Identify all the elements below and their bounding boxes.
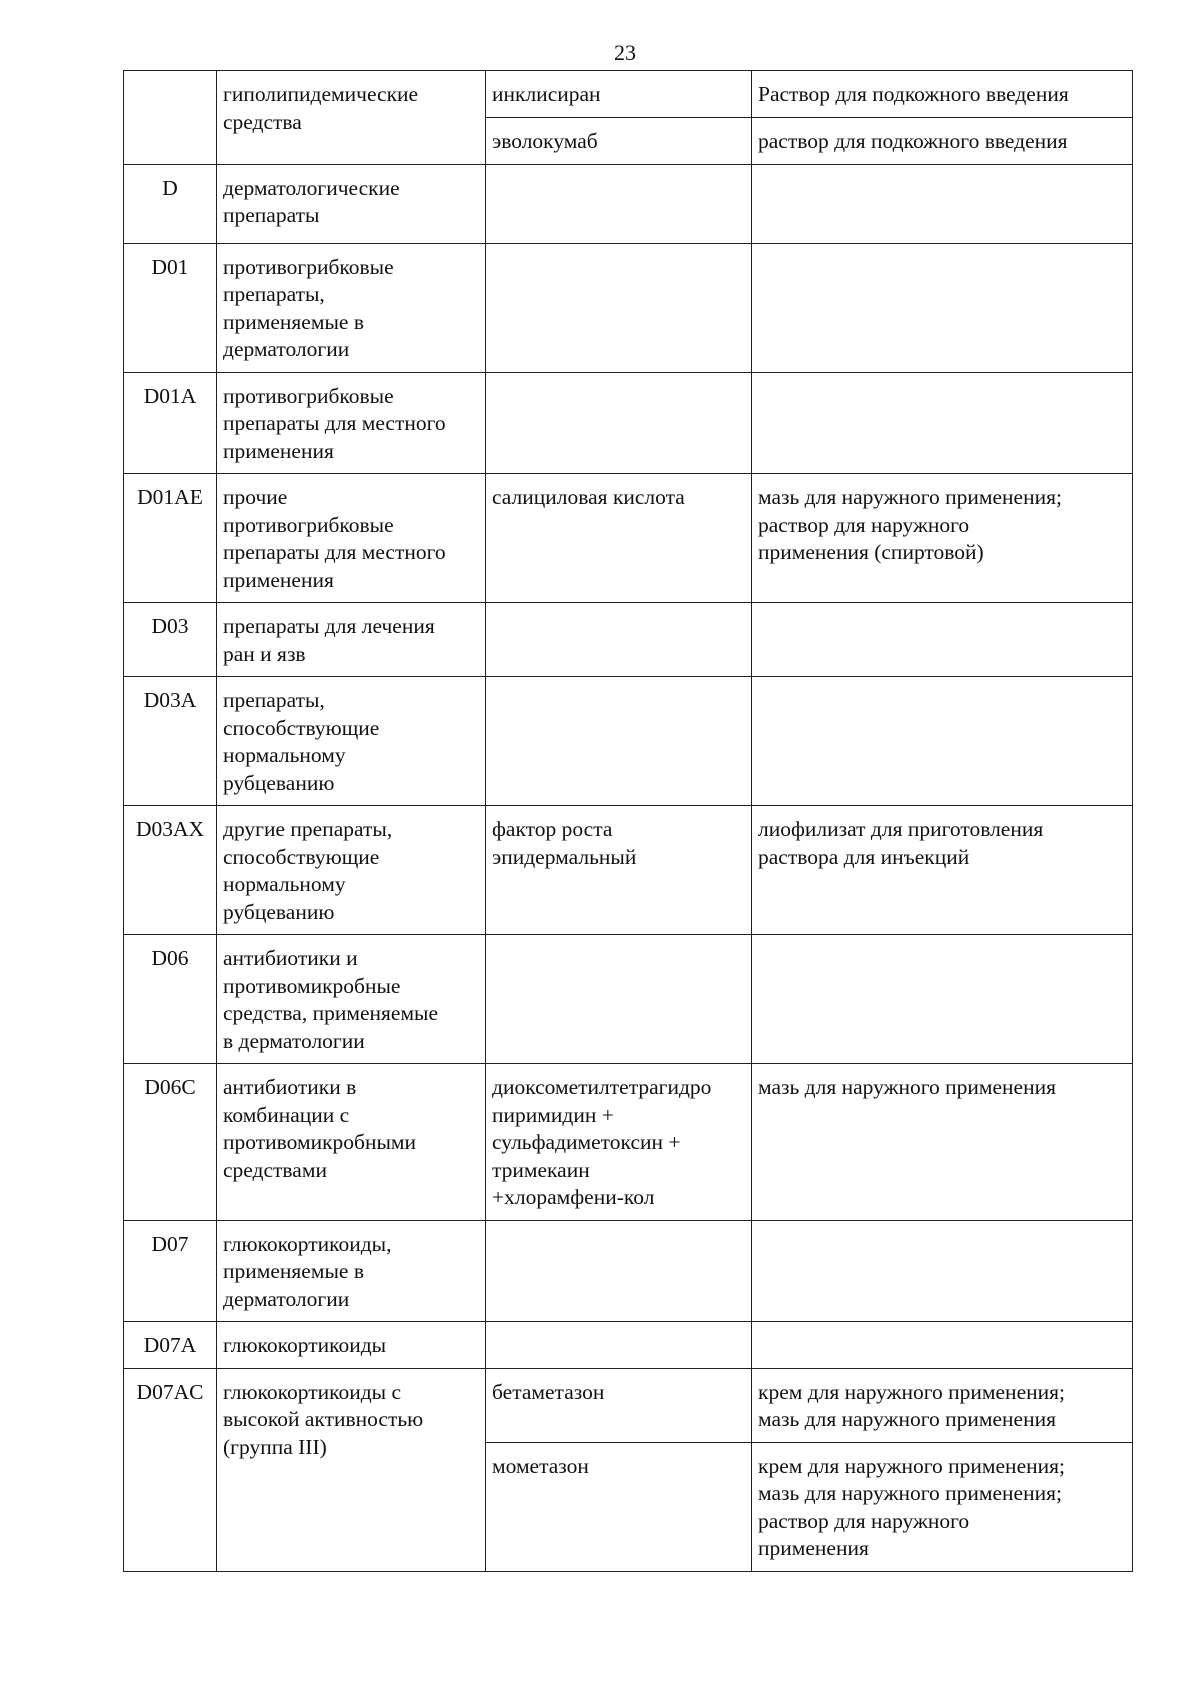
- group-name-cell: антибиотики и противомикробные средства, применяемые в дерматологии: [217, 935, 486, 1064]
- drug-name-cell: [486, 677, 752, 806]
- group-name-cell: препараты для лечения ран и язв: [217, 603, 486, 677]
- atc-code-cell: D01: [124, 243, 217, 372]
- atc-code-cell: D03A: [124, 677, 217, 806]
- drug-name-cell: [486, 1220, 752, 1322]
- group-name-cell: препараты, способствующие нормальному рубцеванию: [217, 677, 486, 806]
- group-name-cell: глюкокортикоиды, применяемые в дерматологии: [217, 1220, 486, 1322]
- drug-name-cell: бетаметазон: [486, 1368, 752, 1442]
- dosage-form-cell: мазь для наружного применения: [752, 1064, 1133, 1221]
- dosage-form-cell: [752, 372, 1133, 474]
- atc-code-cell: D01A: [124, 372, 217, 474]
- group-name-cell: антибиотики в комбинации с противомикробными средствами: [217, 1064, 486, 1221]
- dosage-form-cell: лиофилизат для приготовления раствора для инъекций: [752, 806, 1133, 935]
- dosage-form-cell: [752, 603, 1133, 677]
- table-row: [124, 603, 1133, 677]
- table-row: [124, 372, 1133, 474]
- group-name-cell: глюкокортикоиды: [217, 1322, 486, 1369]
- dosage-form-cell: [752, 1220, 1133, 1322]
- table-body: [124, 71, 1133, 1572]
- table-row: [124, 243, 1133, 372]
- drug-name-cell: [486, 935, 752, 1064]
- atc-code-cell: D06C: [124, 1064, 217, 1221]
- group-name-cell: гиполипидемические средства: [217, 71, 486, 165]
- table-row: [124, 1368, 1133, 1442]
- atc-code-cell: [124, 71, 217, 165]
- table-row: [124, 806, 1133, 935]
- table-row: [124, 474, 1133, 603]
- drug-name-cell: диоксометилтетрагидро пиримидин + сульфадиметоксин + тримекаин +хлорамфени-кол: [486, 1064, 752, 1221]
- table-row: [124, 1220, 1133, 1322]
- table-row: [124, 1322, 1133, 1369]
- drug-name-cell: [486, 1322, 752, 1369]
- dosage-form-cell: мазь для наружного применения; раствор для наружного применения (спиртовой): [752, 474, 1133, 603]
- table-row: [124, 677, 1133, 806]
- dosage-form-cell: крем для наружного применения; мазь для наружного применения: [752, 1368, 1133, 1442]
- table-row: [124, 164, 1133, 243]
- drug-name-cell: [486, 372, 752, 474]
- dosage-form-cell: [752, 164, 1133, 243]
- table-row: [124, 71, 1133, 118]
- atc-code-cell: D: [124, 164, 217, 243]
- drug-name-cell: [486, 603, 752, 677]
- group-name-cell: другие препараты, способствующие нормальному рубцеванию: [217, 806, 486, 935]
- dosage-form-cell: [752, 677, 1133, 806]
- page-number: 23: [614, 40, 636, 65]
- atc-code-cell: D01AE: [124, 474, 217, 603]
- atc-code-cell: D06: [124, 935, 217, 1064]
- group-name-cell: противогрибковые препараты, применяемые в дерматологии: [217, 243, 486, 372]
- group-name-cell: дерматологические препараты: [217, 164, 486, 243]
- dosage-form-cell: Раствор для подкожного введения: [752, 71, 1133, 118]
- group-name-cell: прочие противогрибковые препараты для местного применения: [217, 474, 486, 603]
- atc-code-cell: D03AX: [124, 806, 217, 935]
- group-name-cell: противогрибковые препараты для местного применения: [217, 372, 486, 474]
- drug-name-cell: [486, 243, 752, 372]
- atc-code-cell: D07: [124, 1220, 217, 1322]
- atc-code-cell: D07A: [124, 1322, 217, 1369]
- drug-name-cell: инклисиран: [486, 71, 752, 118]
- group-name-cell: глюкокортикоиды с высокой активностью (группа III): [217, 1368, 486, 1571]
- drug-classification-table: [123, 70, 1133, 1572]
- dosage-form-cell: крем для наружного применения; мазь для наружного применения; раствор для наружного применения: [752, 1442, 1133, 1571]
- drug-name-cell: [486, 164, 752, 243]
- atc-code-cell: D03: [124, 603, 217, 677]
- drug-name-cell: эволокумаб: [486, 118, 752, 165]
- atc-code-cell: D07AC: [124, 1368, 217, 1571]
- drug-name-cell: салициловая кислота: [486, 474, 752, 603]
- dosage-form-cell: [752, 1322, 1133, 1369]
- table-row: [124, 1064, 1133, 1221]
- dosage-form-cell: [752, 935, 1133, 1064]
- dosage-form-cell: [752, 243, 1133, 372]
- drug-name-cell: мометазон: [486, 1442, 752, 1571]
- dosage-form-cell: раствор для подкожного введения: [752, 118, 1133, 165]
- drug-name-cell: фактор роста эпидермальный: [486, 806, 752, 935]
- table-row: [124, 935, 1133, 1064]
